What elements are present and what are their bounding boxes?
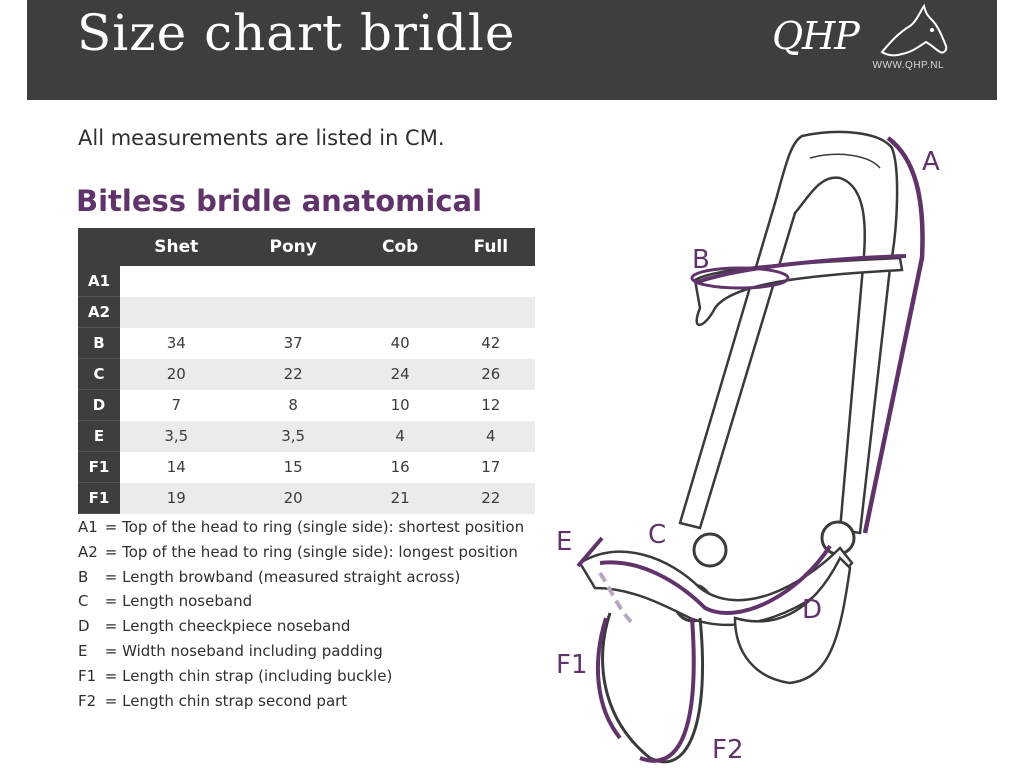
- legend-list: [78, 516, 524, 714]
- column-header: Pony: [233, 228, 354, 266]
- legend-item: [78, 566, 524, 591]
- logo-text: QHP: [772, 14, 859, 58]
- section-title: Bitless bridle anatomical: [76, 184, 483, 218]
- table-cell: 17: [447, 452, 535, 483]
- table-row: [78, 359, 535, 390]
- table-cell: 42: [447, 328, 535, 359]
- table-cell: 14: [120, 452, 233, 483]
- logo-url: WWW.QHP.NL: [872, 60, 944, 71]
- table-cell: 10: [354, 390, 447, 421]
- legend-code: D: [78, 617, 90, 636]
- diagram-label-b: B: [692, 245, 710, 275]
- legend-item: [78, 541, 524, 566]
- table-row: [78, 421, 535, 452]
- legend-code: F2: [78, 691, 97, 710]
- table-cell: 20: [120, 359, 233, 390]
- diagram-label-e: E: [556, 527, 573, 557]
- legend-item: [78, 690, 524, 715]
- table-cell: [233, 297, 354, 328]
- row-label: F1: [78, 452, 120, 483]
- table-row: [78, 328, 535, 359]
- column-header: Shet: [120, 228, 233, 266]
- legend-code: A1: [78, 518, 98, 536]
- legend-text: = Length noseband: [104, 592, 253, 611]
- page-title: Size chart bridle: [77, 4, 516, 62]
- legend-item: [78, 615, 524, 640]
- row-label: C: [78, 359, 120, 390]
- table-cell: 37: [233, 328, 354, 359]
- legend-text: = Width noseband including padding: [104, 641, 383, 660]
- table-cell: 7: [120, 390, 233, 421]
- table-cell: 4: [354, 421, 447, 452]
- cheekpiece-strap: [735, 558, 850, 683]
- table-cell: 15: [233, 452, 354, 483]
- legend-code: F1: [78, 666, 97, 685]
- row-label: B: [78, 328, 120, 359]
- legend-code: A2: [78, 542, 98, 561]
- table-cell: [447, 297, 535, 328]
- legend-item: [78, 665, 524, 690]
- measurement-note: All measurements are listed in CM.: [78, 126, 445, 150]
- row-label: F1: [78, 483, 120, 514]
- headpiece-strap: [680, 132, 897, 533]
- table-cell: 22: [447, 483, 535, 514]
- table-cell: 26: [447, 359, 535, 390]
- size-table: [78, 228, 535, 514]
- table-row: [78, 452, 535, 483]
- table-cell: 4: [447, 421, 535, 452]
- table-row: [78, 483, 535, 514]
- table-cell: 16: [354, 452, 447, 483]
- table-cell: 12: [447, 390, 535, 421]
- table-cell: [354, 266, 447, 297]
- header-banner: [27, 0, 997, 100]
- cheek-ring-left: [694, 534, 726, 566]
- column-header: Cob: [354, 228, 447, 266]
- diagram-label-c: C: [648, 520, 667, 550]
- chin-strap-f2-measure: [640, 618, 694, 761]
- legend-item: [78, 640, 524, 665]
- qhp-logo: [772, 2, 952, 82]
- table-row: [78, 266, 535, 297]
- diagram-label-d: D: [802, 595, 823, 625]
- table-cell: 3,5: [120, 421, 233, 452]
- diagram-label-f2: F2: [712, 735, 744, 765]
- table-cell: [120, 297, 233, 328]
- diagram-label-f1: F1: [556, 650, 588, 680]
- table-cell: [120, 266, 233, 297]
- row-label: D: [78, 390, 120, 421]
- legend-item: [78, 590, 524, 615]
- chin-strap: [603, 613, 703, 762]
- table-row: [78, 390, 535, 421]
- table-cell: 8: [233, 390, 354, 421]
- table-cell: [233, 266, 354, 297]
- legend-text: = Length chin strap second part: [104, 691, 348, 710]
- legend-code: B: [78, 567, 89, 586]
- row-label: A1: [78, 266, 120, 297]
- row-label: A2: [78, 297, 120, 328]
- table-cell: 22: [233, 359, 354, 390]
- legend-text: = Length chin strap (including buckle): [104, 666, 393, 685]
- table-cell: 34: [120, 328, 233, 359]
- table-cell: 21: [354, 483, 447, 514]
- legend-text: = Length browband (measured straight across): [104, 567, 461, 586]
- diagram-label-a: A: [922, 147, 940, 177]
- legend-text: = Length cheeckpiece noseband: [104, 617, 351, 636]
- table-cell: 3,5: [233, 421, 354, 452]
- table-cell: [354, 297, 447, 328]
- row-label: E: [78, 421, 120, 452]
- table-cell: [447, 266, 535, 297]
- table-header-row: [78, 228, 535, 266]
- table-cell: 40: [354, 328, 447, 359]
- table-row: [78, 297, 535, 328]
- table-corner: [78, 228, 120, 266]
- column-header: Full: [447, 228, 535, 266]
- legend-text: = Top of the head to ring (single side): shortest position: [104, 518, 525, 536]
- table-cell: 24: [354, 359, 447, 390]
- legend-code: C: [78, 592, 89, 611]
- bridle-diagram: [540, 118, 1010, 768]
- legend-item: [78, 516, 524, 541]
- legend-code: E: [78, 641, 88, 660]
- legend-text: = Top of the head to ring (single side): longest position: [104, 542, 518, 561]
- table-cell: 19: [120, 483, 233, 514]
- table-cell: 20: [233, 483, 354, 514]
